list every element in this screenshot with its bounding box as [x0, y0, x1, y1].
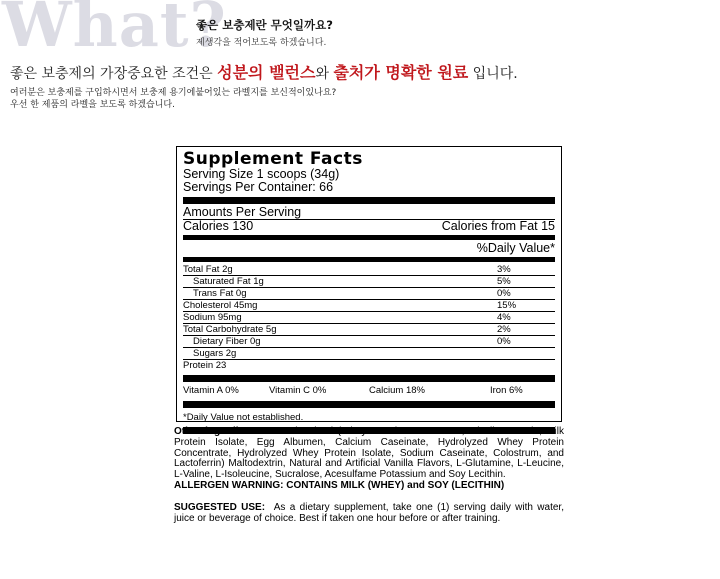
vitamin-c: Vitamin C 0% — [269, 385, 327, 396]
nutrient-name: Total Fat 2g — [183, 264, 233, 275]
headline-suffix: 입니다. — [468, 66, 518, 82]
calories: Calories 130 — [183, 219, 254, 233]
question-subtitle: 제생각을 적어보도록 하겠습니다. — [196, 38, 327, 48]
nutrient-row — [183, 360, 555, 371]
nutrient-daily-value: 4% — [497, 312, 511, 323]
nutrient-daily-value: 0% — [497, 336, 511, 347]
nutrient-name: Sodium 95mg — [183, 312, 242, 323]
calories-row — [183, 220, 555, 233]
serving-size: Serving Size 1 scoops (34g) — [183, 167, 340, 181]
what-watermark: What? — [2, 0, 227, 61]
suggested-use-text: As a dietary supplement, take one (1) serving daily with water, juice or beverage of choice. Best if taken one hour before or after training. — [174, 501, 564, 524]
nutrient-row — [183, 348, 555, 360]
nutrient-name: Trans Fat 0g — [193, 288, 247, 299]
other-ingredients-text: Protein Blend (Whey Protein Concentrate, Micellar Casein, Milk Protein Isolate, Egg Albumen, Calcium Caseinate, Hydrolyzed Whey Protein Concentrate, Hydrolyzed Whey Protein Isolate, Sodium Caseinate, Colostrum, and Lactoferrin) Maltodextrin, Natural and Artificial Vanilla Flavors, L-Glutamine, L-Leucine, L-Valine, L-Isoleucine, Sucralose, Acesulfame Potassium and Soy Lecithin. — [174, 426, 564, 481]
nutrient-row — [183, 276, 555, 288]
facts-title: Supplement Facts — [183, 149, 363, 169]
nutrient-row — [183, 300, 555, 312]
nutrient-row — [183, 264, 555, 276]
suggested-use-label: SUGGESTED USE: — [174, 501, 266, 513]
nutrient-name: Saturated Fat 1g — [193, 276, 264, 287]
nutrient-name: Dietary Fiber 0g — [193, 336, 261, 347]
divider-mid — [183, 235, 555, 240]
nutrient-name: Sugars 2g — [193, 348, 237, 359]
other-ingredients — [174, 427, 564, 481]
intro-text — [10, 87, 336, 111]
nutrient-daily-value: 2% — [497, 324, 511, 335]
calories-from-fat: Calories from Fat 15 — [441, 219, 555, 233]
nutrient-daily-value — [497, 348, 555, 359]
nutrient-daily-value: 3% — [497, 264, 511, 275]
vitamin-row — [183, 385, 555, 397]
daily-value-footnote: *Daily Value not established. — [183, 412, 304, 423]
nutrient-row — [183, 312, 555, 324]
calcium: Calcium 18% — [369, 385, 425, 396]
intro-line-1: 여러분은 보충제를 구입하시면서 보충제 용기에붙어있는 라벨지를 보신적이있나요? — [10, 88, 337, 98]
divider-thick — [183, 197, 555, 204]
nutrient-name: Cholesterol 45mg — [183, 300, 258, 311]
headline — [10, 60, 518, 83]
nutrient-daily-value: 0% — [497, 288, 511, 299]
divider-mid-2 — [183, 257, 555, 262]
headline-highlight-balance: 성분의 밸런스 — [217, 63, 316, 82]
servings-per-container: Servings Per Container: 66 — [183, 180, 334, 194]
vitamin-a: Vitamin A 0% — [183, 385, 239, 396]
allergen-warning: ALLERGEN WARNING: CONTAINS MILK (WHEY) and SOY (LECITHIN) — [174, 479, 505, 491]
other-ingredients-label: Other ingredients: — [174, 426, 263, 437]
nutrient-daily-value: 15% — [497, 300, 517, 311]
nutrient-row — [183, 324, 555, 336]
nutrient-daily-value: 5% — [497, 276, 511, 287]
intro-line-2: 우선 한 제품의 라벨을 보도록 하겠습니다. — [10, 100, 175, 110]
question-title: 좋은 보충제란 무엇일까요? — [196, 18, 333, 32]
headline-highlight-source: 출처가 명확한 원료 — [333, 63, 469, 82]
supplement-facts-panel — [176, 146, 562, 422]
nutrient-row — [183, 288, 555, 300]
nutrient-name: Protein 23 — [183, 360, 227, 371]
nutrient-name: Total Carbohydrate 5g — [183, 324, 277, 335]
divider-thick-2 — [183, 375, 555, 382]
headline-mid: 와 — [315, 66, 334, 82]
nutrient-daily-value — [497, 360, 555, 371]
ingredients-block — [174, 427, 564, 524]
suggested-use — [174, 503, 564, 525]
iron: Iron 6% — [490, 385, 523, 396]
nutrient-list — [183, 264, 555, 371]
divider-thick-3 — [183, 401, 555, 408]
amounts-per-serving: Amounts Per Serving — [183, 205, 302, 219]
headline-prefix: 좋은 보충제의 가장중요한 조건은 — [10, 66, 218, 82]
nutrient-row — [183, 336, 555, 348]
daily-value-header: %Daily Value* — [476, 241, 555, 255]
